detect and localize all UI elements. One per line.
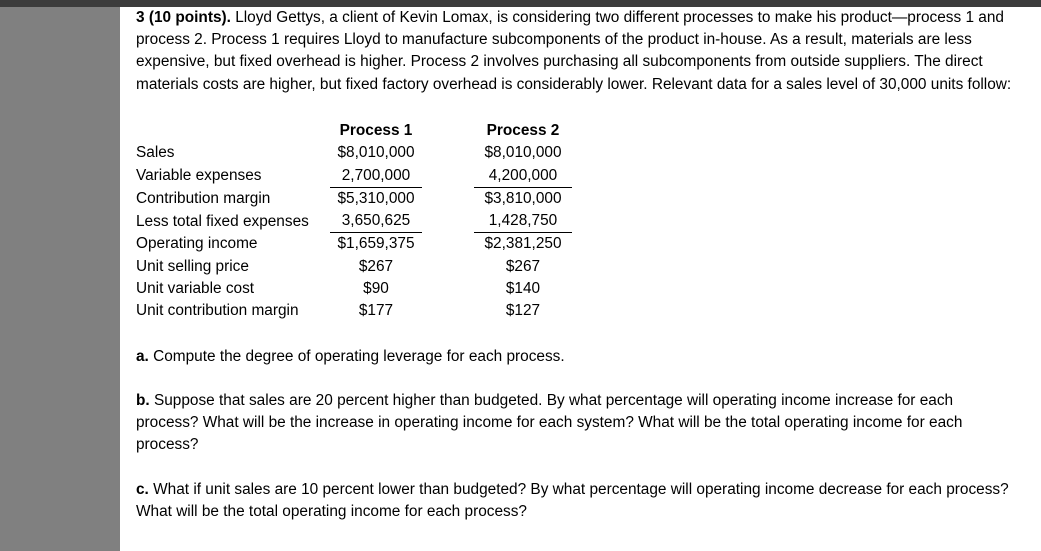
process-1-value: $5,310,000 [337,189,415,207]
process-1-value: 3,650,625 [330,210,422,233]
process-2-value: $127 [505,302,541,320]
problem-number: 3 (10 points). [136,9,231,26]
process-2-value: 1,428,750 [474,210,572,233]
question-c [136,479,1016,523]
process-1-value: $177 [358,302,394,320]
question-a-label: a. [136,348,149,365]
table-row [136,142,572,164]
table-row [136,256,572,278]
process-2-value: $2,381,250 [484,235,562,253]
row-label: Less total fixed expenses [136,212,309,230]
process-2-value: $3,810,000 [484,189,562,207]
question-a-text: Compute the degree of operating leverage for each process. [148,348,565,365]
process-2-value: $140 [505,280,541,298]
table-row [136,300,572,322]
document-page [120,7,1041,551]
row-label: Variable expenses [136,167,262,185]
table-row [136,210,572,233]
process-1-value: 2,700,000 [330,165,422,188]
process-1-value: $8,010,000 [337,144,415,162]
process-2-value: 4,200,000 [474,165,572,188]
question-b-text: Suppose that sales are 20 percent higher than budgeted. By what percentage will operating income increase for each process? What will be the increase in operating income for each system? What will be the total operating income for each process? [136,392,963,454]
row-label: Operating income [136,235,258,253]
table-row [136,278,572,300]
viewer-top-bar [0,0,1041,7]
question-b-label: b. [136,392,150,409]
process-comparison-table [136,120,572,323]
process-2-value: $267 [505,257,541,275]
header-process-1: Process 1 [339,122,413,139]
question-c-text: What if unit sales are 10 percent lower than budgeted? By what percentage will operating income decrease for each process? What will be the total operating income for each process? [136,481,1009,521]
problem-text: Lloyd Gettys, a client of Kevin Lomax, is considering two different processes to make his product—process 1 and process 2. Process 1 requires Lloyd to manufacture subcomponents of the product in-house. As a result, materials are less expensive, but fixed overhead is higher. Process 2 involves purchasing all subcomponents from outside suppliers. The direct materials costs are higher, but fixed factory overhead is considerably lower. Relevant data for a sales level of 30,000 units follow: [136,9,1012,93]
process-1-value: $90 [363,280,389,298]
row-label: Unit variable cost [136,280,255,298]
problem-statement [136,7,1016,96]
process-1-value: $267 [358,257,394,275]
row-label: Unit selling price [136,257,249,275]
question-c-label: c. [136,481,149,498]
table-header-row [136,120,572,142]
row-label: Contribution margin [136,189,271,207]
process-1-value: $1,659,375 [337,235,415,253]
header-process-2: Process 2 [486,122,560,139]
header-blank [136,120,330,142]
question-b [136,390,1016,457]
question-a [136,346,1016,368]
table-row [136,187,572,210]
row-label: Sales [136,144,175,162]
process-2-value: $8,010,000 [484,144,562,162]
table-row [136,233,572,256]
table-row [136,165,572,188]
row-label: Unit contribution margin [136,302,299,320]
